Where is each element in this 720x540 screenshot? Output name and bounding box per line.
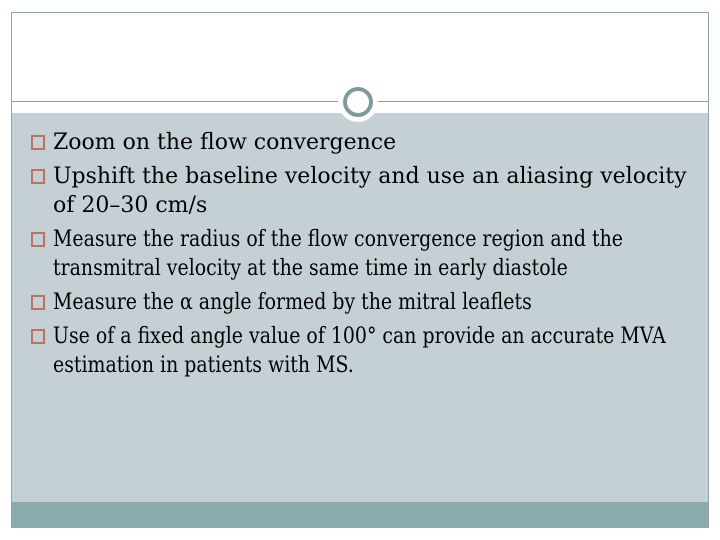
ring-icon <box>343 87 373 117</box>
bullet-text: Measure the α angle formed by the mitral leaflets <box>53 290 532 315</box>
bullet-text: Use of a fixed angle value of 100° can provide an accurate MVA estimation in patients with MS. <box>53 324 666 378</box>
square-bullet-icon <box>31 169 45 184</box>
bullet-text: Upshift the baseline velocity and use an aliasing velocity of 20–30 cm/s <box>53 164 687 218</box>
bullet-item <box>30 162 690 220</box>
bullet-item <box>30 225 690 283</box>
bullet-text: Measure the radius of the flow convergence region and the transmitral velocity at the same time in early diastole <box>53 227 624 281</box>
bullet-text: Zoom on the flow convergence <box>53 130 397 155</box>
square-bullet-icon <box>31 295 45 310</box>
bullet-list <box>30 128 690 385</box>
footer-band <box>12 502 708 527</box>
square-bullet-icon <box>31 135 45 150</box>
bullet-item <box>30 128 690 157</box>
bullet-item <box>30 322 690 380</box>
square-bullet-icon <box>31 329 45 344</box>
square-bullet-icon <box>31 232 45 247</box>
bullet-item <box>30 288 690 317</box>
circle-ornament-icon <box>338 82 378 122</box>
